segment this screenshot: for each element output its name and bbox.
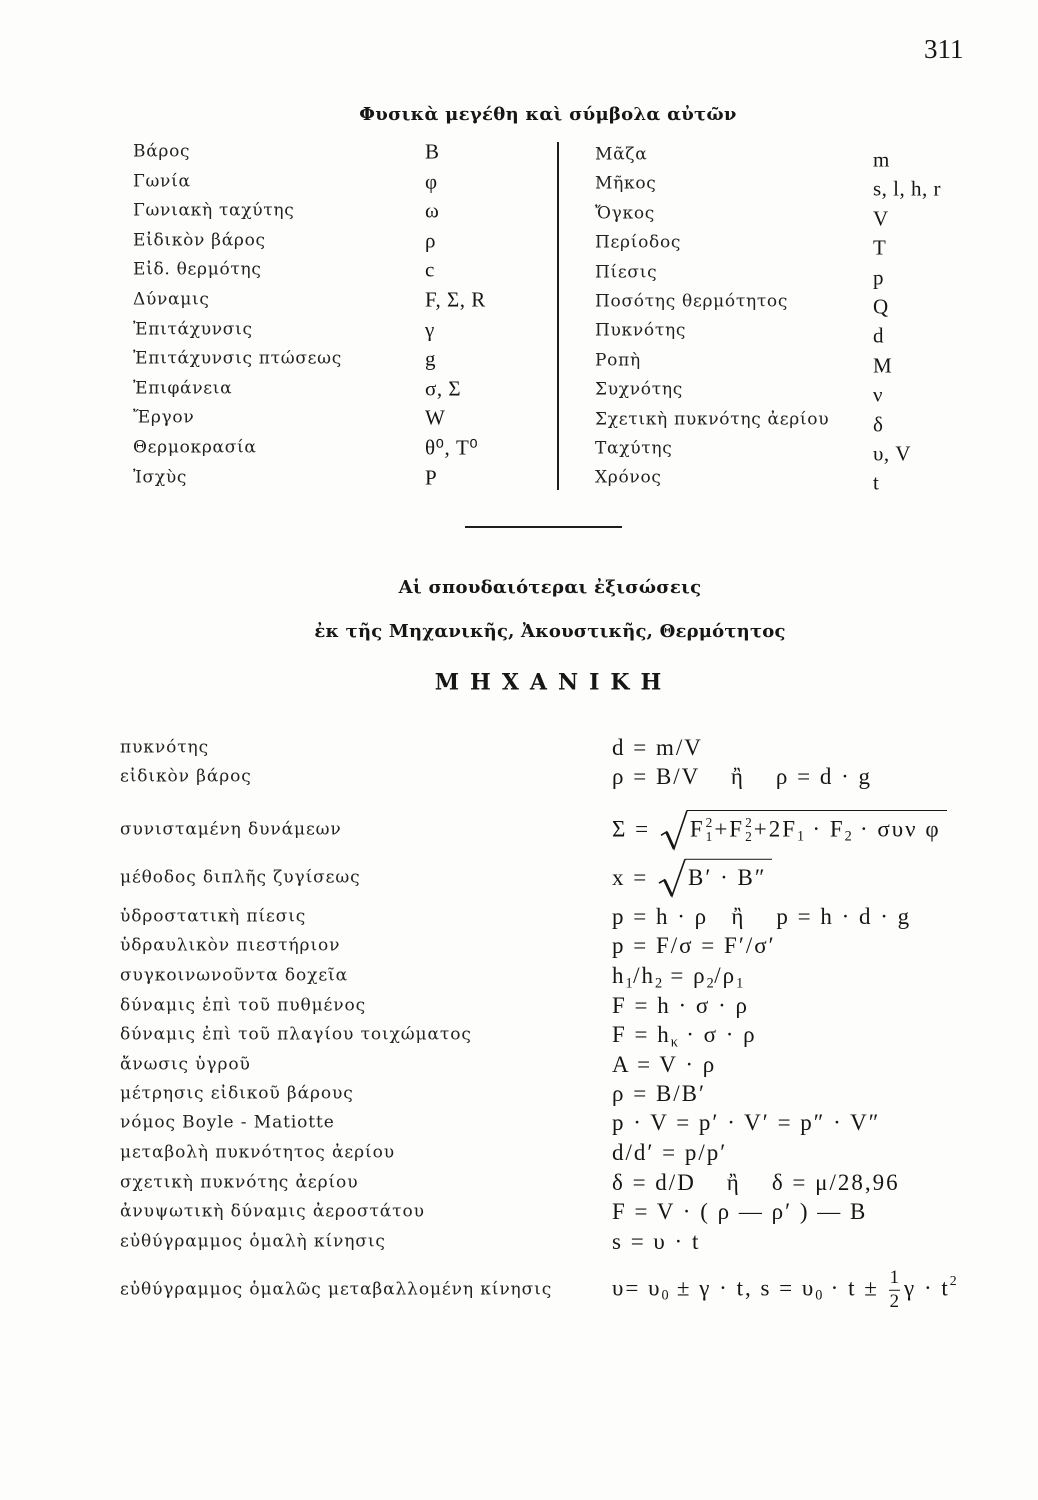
quantity-symbol: t xyxy=(873,470,880,495)
symbols-table-title: Φυσικὰ μεγέθη καὶ σύμβολα αὐτῶν xyxy=(359,103,737,125)
radical-heavy-stroke xyxy=(664,880,672,896)
equation-formula xyxy=(612,734,703,762)
equation-label: εὐθύγραμμος ὁμαλὴ κίνησις xyxy=(120,1231,386,1252)
formula-text: ρ = B/V ἢ ρ = d · g xyxy=(612,764,873,790)
quantity-symbol: υ, V xyxy=(873,441,912,466)
equation-formula xyxy=(612,1198,867,1226)
formula-text: ± γ · t, s = υ xyxy=(669,1275,816,1301)
equation-formula xyxy=(612,1109,880,1137)
quantity-name: Θερμοκρασία xyxy=(133,437,257,458)
formula-text: h xyxy=(612,963,626,989)
quantity-name: Γωνιακὴ ταχύτης xyxy=(133,200,295,221)
formula-subscript: 2 xyxy=(745,829,752,844)
quantity-symbol: M xyxy=(873,353,893,378)
formula-text: F xyxy=(689,816,705,842)
quantity-symbol: g xyxy=(425,346,436,371)
formula-sup-sub xyxy=(745,816,752,844)
equation-label: νόμος Boyle - Matiotte xyxy=(120,1112,335,1133)
formula-text: F = h xyxy=(612,1022,671,1048)
quantity-name: Ἔργον xyxy=(133,407,195,428)
formula-text: δ = d/D ἢ δ = μ/28,96 xyxy=(612,1170,900,1196)
quantity-symbol: V xyxy=(873,206,889,231)
quantity-symbol: c xyxy=(425,257,435,282)
equation-formula xyxy=(612,1080,706,1108)
equation-formula xyxy=(612,992,749,1020)
formula-square-root xyxy=(658,859,772,897)
quantity-symbol: θ⁰, T⁰ xyxy=(425,435,479,460)
equations-heading: Αἱ σπουδαιότεραι ἐξισώσεις xyxy=(398,576,702,598)
formula-text: F = V · ( ρ — ρ′ ) — B xyxy=(612,1199,868,1225)
radical-stroke xyxy=(661,811,687,849)
formula-superscript: 2 xyxy=(745,815,752,830)
quantity-name: Μᾶζα xyxy=(595,144,648,165)
quantity-name: Δύναμις xyxy=(133,289,210,310)
equation-label: συνισταμένη δυνάμεων xyxy=(120,819,342,840)
quantity-name: Εἰδικὸν βάρος xyxy=(133,230,266,251)
quantity-name: Χρόνος xyxy=(595,467,662,488)
formula-text: Σ = xyxy=(612,816,658,842)
quantity-symbol: p xyxy=(873,265,884,289)
quantity-name: Μῆκος xyxy=(595,173,657,194)
quantity-name: Πίεσις xyxy=(595,261,658,282)
quantity-symbol: m xyxy=(873,147,890,172)
formula-subscript: 0 xyxy=(815,1287,823,1304)
quantity-symbol: T xyxy=(873,235,887,260)
equations-subheading: ἐκ τῆς Μηχανικῆς, Ἀκουστικῆς, Θερμότητος xyxy=(314,620,786,642)
formula-text: F = h · σ · ρ xyxy=(612,993,749,1019)
formula-superscript: 2 xyxy=(705,815,713,830)
section-divider xyxy=(465,526,622,528)
formula-text: · συν φ xyxy=(852,816,941,842)
fraction-denominator: 2 xyxy=(889,1290,900,1312)
quantity-symbol: δ xyxy=(873,412,884,436)
fraction-numerator: 1 xyxy=(889,1268,900,1291)
equation-label: δύναμις ἐπὶ τοῦ πλαγίου τοιχώματος xyxy=(120,1024,472,1045)
section-title: ΜΗΧΑΝΙΚΗ xyxy=(434,669,673,696)
radical-sign-icon xyxy=(658,859,685,897)
equation-label: ἀνυψωτικὴ δύναμις ἀεροστάτου xyxy=(120,1201,425,1222)
formula-subscript: 1 xyxy=(736,975,744,992)
radical-sign-icon xyxy=(660,810,687,850)
equation-label: μέτρησις εἰδικοῦ βάρους xyxy=(120,1083,354,1104)
formula-text: A = V · ρ xyxy=(612,1052,717,1078)
quantity-name: Ἐπιτάχυνσις πτώσεως xyxy=(133,348,342,369)
equation-formula xyxy=(612,1268,957,1312)
quantity-symbol: B xyxy=(425,139,440,164)
formula-subscript: 1 xyxy=(797,828,805,845)
quantity-name: Εἰδ. θερμότης xyxy=(133,259,262,280)
formula-text: γ · t xyxy=(904,1275,950,1301)
equation-formula xyxy=(612,1139,727,1167)
formula-text: p · V = p′ · V′ = p″ · V″ xyxy=(612,1110,881,1136)
equation-formula xyxy=(612,1051,716,1079)
formula-fraction xyxy=(889,1268,900,1312)
formula-text: υ= υ xyxy=(612,1275,662,1301)
quantity-name: Γωνία xyxy=(133,170,191,191)
quantity-name: Πυκνότης xyxy=(595,320,687,341)
formula-text: s = υ · t xyxy=(612,1229,701,1255)
formula-subscript: 0 xyxy=(661,1287,670,1304)
equation-label: μεταβολὴ πυκνότητος ἀερίου xyxy=(120,1142,395,1163)
quantity-name: Συχνότης xyxy=(595,379,683,400)
formula-text: p = F/σ = F′/σ′ xyxy=(612,933,776,959)
equation-formula xyxy=(612,810,947,850)
quantity-symbol: d xyxy=(873,323,884,348)
equation-formula xyxy=(612,859,772,897)
formula-text: +F xyxy=(714,816,745,842)
equation-label: ὑδραυλικὸν πιεστήριον xyxy=(120,935,341,956)
equation-formula xyxy=(612,932,776,960)
formula-square-root xyxy=(660,810,947,850)
formula-text: d/d′ = p/p′ xyxy=(612,1140,728,1166)
formula-text: · t ± xyxy=(822,1275,887,1301)
quantity-symbol: s, l, h, r xyxy=(873,176,941,201)
formula-radicand xyxy=(685,859,772,897)
quantity-symbol: γ xyxy=(425,317,435,341)
quantity-name: Ὄγκος xyxy=(595,203,655,224)
equation-label: σχετικὴ πυκνότης ἀερίου xyxy=(120,1172,359,1193)
formula-text: B′ · B″ xyxy=(687,864,767,890)
quantity-name: Ἐπιφάνεια xyxy=(133,378,233,399)
formula-subscript: κ xyxy=(670,1034,679,1051)
equation-formula xyxy=(612,1021,757,1049)
formula-text: /ρ xyxy=(714,963,737,989)
quantity-symbol: Q xyxy=(873,294,889,319)
quantity-symbol: P xyxy=(425,465,438,489)
quantity-name: Ταχύτης xyxy=(595,438,673,459)
formula-text: x = xyxy=(612,864,656,890)
quantity-symbol: ρ xyxy=(425,228,436,253)
quantity-name: Βάρος xyxy=(133,141,191,162)
formula-radicand xyxy=(687,810,947,850)
formula-superscript: 2 xyxy=(949,1272,958,1288)
quantity-symbol: ω xyxy=(425,198,440,223)
formula-text: ρ = B/B′ xyxy=(612,1081,707,1107)
formula-subscript: 2 xyxy=(655,975,663,992)
formula-subscript: 1 xyxy=(625,975,634,992)
equation-formula xyxy=(612,763,872,791)
equation-label: συγκοινωνοῦντα δοχεῖα xyxy=(120,965,348,986)
quantity-name: Ἰσχὺς xyxy=(133,466,188,487)
equation-label: εἰδικὸν βάρος xyxy=(120,766,252,787)
formula-text: +2F xyxy=(753,816,798,842)
equation-label: πυκνότης xyxy=(120,737,210,758)
radical-heavy-stroke xyxy=(666,832,674,849)
quantity-symbol: F, Σ, R xyxy=(425,287,486,312)
quantity-name: Ἐπιτάχυνσις xyxy=(133,318,253,339)
formula-text: d = m/V xyxy=(612,735,703,761)
formula-subscript: 1 xyxy=(705,829,713,844)
equation-formula xyxy=(612,903,911,931)
equation-formula xyxy=(612,962,744,990)
equation-label: εὐθύγραμμος ὁμαλῶς μεταβαλλομένη κίνησις xyxy=(120,1279,553,1300)
quantity-name: Σχετικὴ πυκνότης ἀερίου xyxy=(595,408,830,429)
column-divider xyxy=(557,142,559,490)
formula-text: = ρ xyxy=(662,963,707,989)
formula-sup-sub xyxy=(706,816,713,844)
quantity-symbol: σ, Σ xyxy=(425,376,462,401)
quantity-symbol: W xyxy=(425,405,446,430)
quantity-name: Ροπὴ xyxy=(595,350,641,371)
page-number: 311 xyxy=(924,34,964,65)
formula-text: · F xyxy=(804,816,845,842)
equation-label: δύναμις ἐπὶ τοῦ πυθμένος xyxy=(120,995,367,1016)
quantity-name: Περίοδος xyxy=(595,232,682,253)
equation-formula xyxy=(612,1169,900,1197)
radical-stroke xyxy=(659,859,685,896)
formula-text: /h xyxy=(633,963,656,989)
equation-label: ὑδροστατικὴ πίεσις xyxy=(120,906,307,927)
quantity-name: Ποσότης θερμότητος xyxy=(595,291,789,312)
formula-subscript: 2 xyxy=(844,828,853,845)
formula-subscript: 2 xyxy=(706,975,715,992)
equation-label: ἄνωσις ὑγροῦ xyxy=(120,1054,251,1075)
quantity-symbol: ν xyxy=(873,382,883,407)
equation-label: μέθοδος διπλῆς ζυγίσεως xyxy=(120,867,361,888)
quantity-symbol: φ xyxy=(425,169,438,193)
equation-formula xyxy=(612,1228,700,1256)
formula-text: · σ · ρ xyxy=(678,1022,757,1048)
formula-text: p = h · ρ ἢ p = h · d · g xyxy=(612,904,912,930)
